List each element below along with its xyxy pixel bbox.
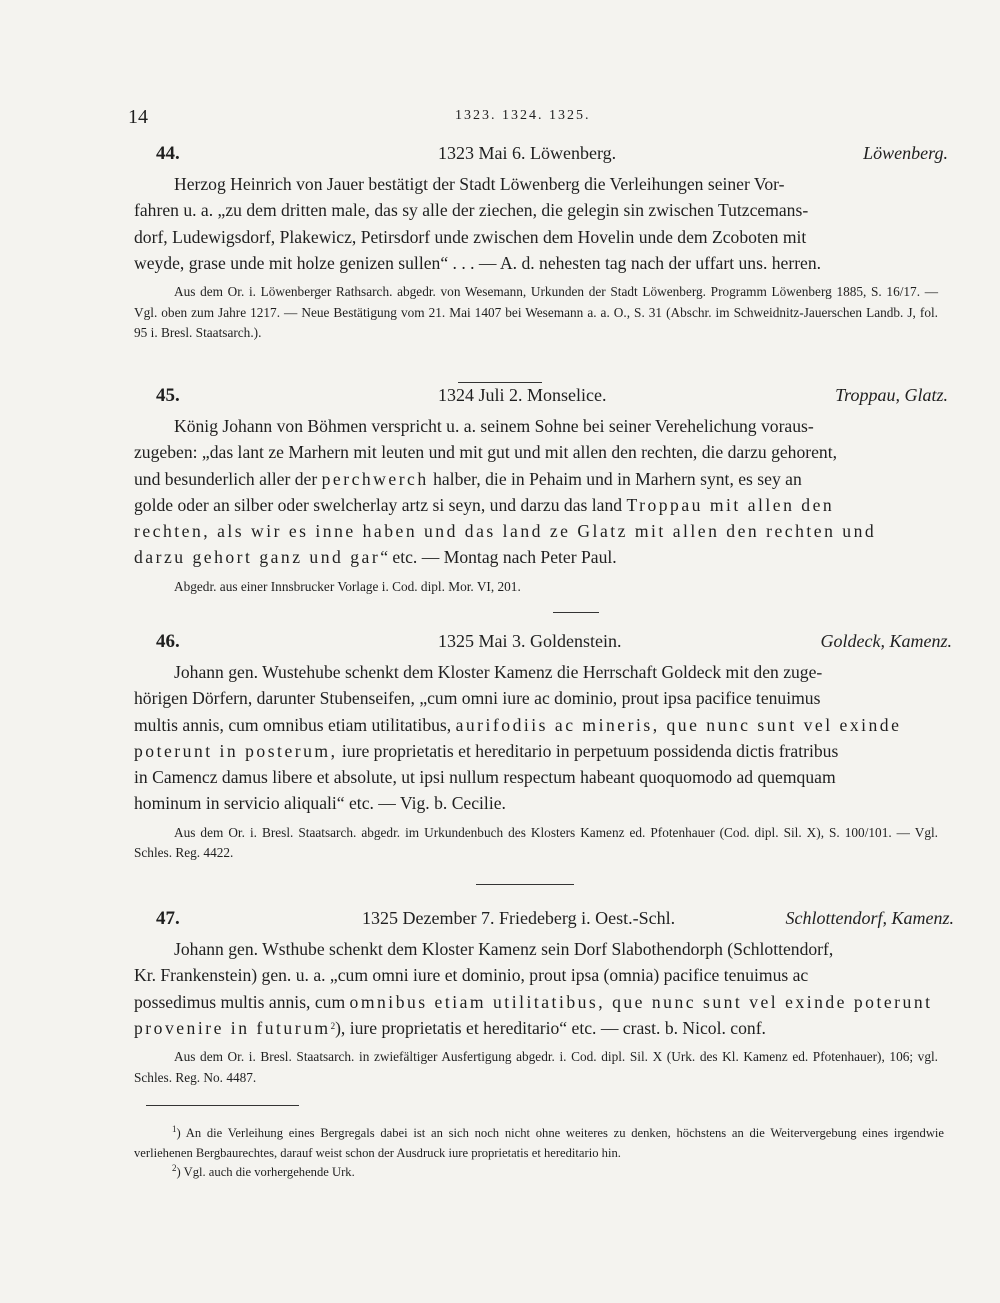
entry-date-place: 1325 Dezember 7. Friedeberg i. Oest.-Schl. <box>362 908 676 928</box>
entry-number: 45. <box>156 385 180 406</box>
entry-regest: Johann gen. Wsthube schenkt dem Kloster Kamenz sein Dorf Slabothendorph (Schlottendorf, Kr. Frankenstein) gen. u. a. „cum omni iure et dominio, prout ipsa (omnia) pacifice tenuimus ac possedimus multis annis, cum omnibus etiam utilitatibus, que nunc sunt vel exinde poterunt provenire in futurum$^2$), iure proprietatis et hereditario“ etc. — crast. b. Nicol. conf. <box>134 939 933 1038</box>
entry-subject-place: Troppau, Glatz. <box>835 385 948 405</box>
footnote-1: $^1$) An die Verleihung eines Bergregals dabei ist an sich noch nicht ohne weiteres zu denken, höchstens an die Weitervergebung eines irgendwie verliehenen Bergbaurechtes, darauf weist schon der Ausdruck iure proprietatis et hereditario hin. <box>134 1124 944 1160</box>
separator-rule <box>476 884 574 885</box>
entry-subject-place: Löwenberg. <box>863 143 948 163</box>
footnotes <box>134 1124 944 1183</box>
entry-regest: Johann gen. Wustehube schenkt dem Kloster Kamenz die Herrschaft Goldeck mit den zuge- hörigen Dörfern, darunter Stubenseifen, „cum omni iure ac dominio, prout ipsa pacifice tenuimus multis annis, cum omnibus etiam utilitatibus, aurifodiis ac mineris, que nunc sunt vel exinde poterunt in posterum, iure proprietatis et hereditario in perpetuum possidenda dictis fratribus in Camencz damus libere et absolute, ut ipsi nullum respectum habeant quoquomodo ad quemquam hominum in servicio aliquali“ etc. — Vig. b. Cecilie. <box>134 662 902 814</box>
footnote-2: $^2$) Vgl. auch die vorhergehende Urk. <box>172 1163 355 1179</box>
separator-rule <box>458 382 542 383</box>
entry-regest: König Johann von Böhmen verspricht u. a. seinem Sohne bei seiner Verehelichung voraus- zugeben: „das lant ze Marhern mit leuten und mit gut und mit allen den rechten, die darzu gehorent, und besunderlich aller der perchwerch halber, die in Pehaim und in Marhern synt, es sey an golde oder an silber oder swelcherlay artz si seyn, und darzu das land Troppau mit allen den rechten, als wir es inne haben und das land ze Glatz mit allen den rechten und darzu gehort ganz und gar“ etc. — Montag nach Peter Paul. <box>134 416 877 568</box>
entry-heading <box>134 908 954 936</box>
entry-44 <box>134 143 948 344</box>
entry-subject-place: Goldeck, Kamenz. <box>820 631 952 651</box>
footnote-ref: 2 <box>330 1020 336 1031</box>
entry-date-place: 1324 Juli 2. Monselice. <box>438 385 607 405</box>
entry-45 <box>134 385 948 597</box>
entry-subject-place: Schlottendorf, Kamenz. <box>785 908 954 928</box>
page-header <box>128 106 932 134</box>
running-head: 1323. 1324. 1325. <box>455 108 591 123</box>
entry-source-note: Aus dem Or. i. Bresl. Staatsarch. in zwiefältiger Ausfertigung abgedr. i. Cod. dipl. Sil. X (Urk. des Kl. Kamenz ed. Pfotenhauer), 106; vgl. Schles. Reg. No. 4487. <box>134 1049 938 1085</box>
entry-46 <box>134 631 952 864</box>
entry-date-place: 1325 Mai 3. Goldenstein. <box>438 631 622 651</box>
entry-source-note: Aus dem Or. i. Bresl. Staatsarch. abgedr. im Urkundenbuch des Klosters Kamenz ed. Pfotenhauer (Cod. dipl. Sil. X), S. 100/101. — Vgl. Schles. Reg. 4422. <box>134 824 938 861</box>
entry-heading <box>134 631 952 659</box>
entry-source-note: Abgedr. aus einer Innsbrucker Vorlage i. Cod. dipl. Mor. VI, 201. <box>174 578 521 594</box>
separator-rule <box>553 612 599 613</box>
entry-number: 44. <box>156 143 180 164</box>
entry-heading <box>134 385 948 413</box>
entry-regest: Herzog Heinrich von Jauer bestätigt der Stadt Löwenberg die Verleihungen seiner Vor- fahren u. a. „zu dem dritten male, das sy alle der ziechen, die gelegin sin zwischen Tutzcemans- dorf, Ludewigsdorf, Plakewicz, Petirsdorf unde zwischen dem Hovelin unde dem Zcoboten mit weyde, grase unde mit holze genizen sullen“ . . . — A. d. nehesten tag nach der uffart uns. herren. <box>134 174 822 273</box>
entry-heading <box>134 143 948 171</box>
entry-number: 46. <box>156 631 180 652</box>
entry-date-place: 1323 Mai 6. Löwenberg. <box>438 143 617 163</box>
entry-source-note: Aus dem Or. i. Löwenberger Rathsarch. abgedr. von Wesemann, Urkunden der Stadt Löwenberg. Programm Löwenberg 1885, S. 16/17. — Vgl. oben zum Jahre 1217. — Neue Bestätigung vom 21. Mai 1407 bei Wesemann a. a. O., S. 31 (Abschr. im Schweidnitz-Jauerschen Landb. J, fol. 95 i. Bresl. Staatsarch.). <box>134 284 938 341</box>
entry-47 <box>134 908 954 1088</box>
entry-number: 47. <box>156 908 180 929</box>
footnote-separator <box>146 1105 299 1106</box>
page-number: 14 <box>128 106 148 128</box>
